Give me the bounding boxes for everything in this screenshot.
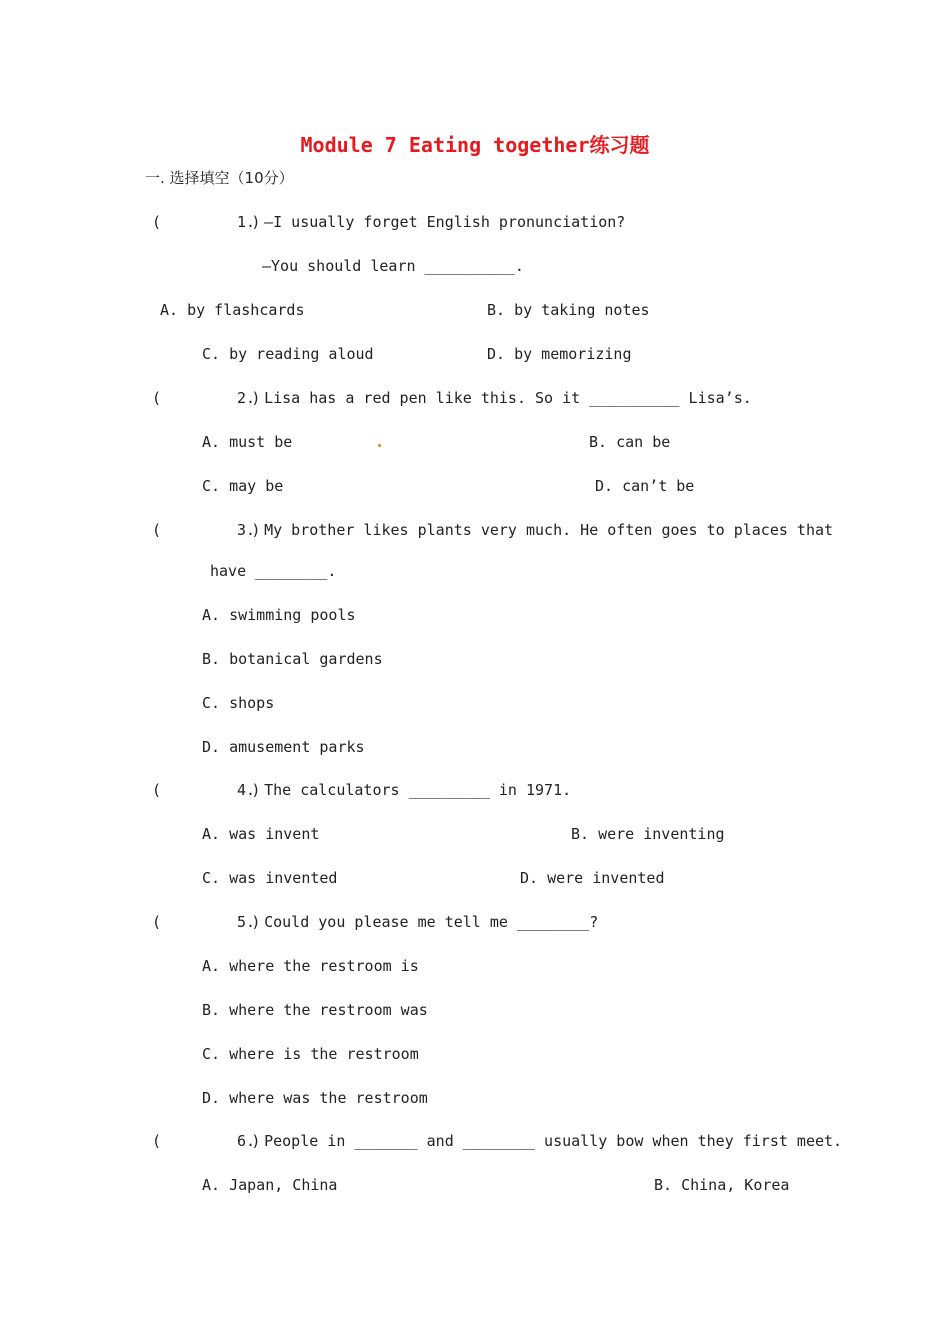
question-5-option-c: C. where is the restroom [202, 1045, 419, 1063]
question-2-option-c: C. may be [202, 477, 284, 495]
question-6-stem: 6. People in _______ and ________ usually bow when they first meet. [237, 1132, 843, 1150]
question-2-stem: 2. Lisa has a red pen like this. So it __________ Lisa’s. [237, 389, 752, 407]
section-heading: 一. 选择填空（10分） [145, 169, 294, 187]
question-3-option-b: B. botanical gardens [202, 650, 383, 668]
question-5-option-a: A. where the restroom is [202, 957, 419, 975]
question-6-option-a: A. Japan, China [202, 1176, 338, 1194]
page-title: Module 7 Eating together练习题 [300, 133, 650, 157]
question-1-option-c: C. by reading aloud [202, 345, 374, 363]
question-4-option-a: A. was invent [202, 825, 320, 843]
answer-bracket-1[interactable]: ( ) [152, 213, 261, 231]
question-3-option-a: A. swimming pools [202, 606, 356, 624]
question-1-stem-2: —You should learn __________. [262, 257, 524, 275]
question-3-option-d: D. amusement parks [202, 738, 365, 756]
answer-bracket-3[interactable]: ( ) [152, 521, 261, 539]
answer-bracket-2[interactable]: ( ) [152, 389, 261, 407]
question-1-stem: 1. —I usually forget English pronunciation? [237, 213, 626, 231]
question-5-option-d: D. where was the restroom [202, 1089, 428, 1107]
answer-bracket-5[interactable]: ( ) [152, 913, 261, 931]
answer-bracket-6[interactable]: ( ) [152, 1132, 261, 1150]
question-4-stem: 4. The calculators _________ in 1971. [237, 781, 572, 799]
question-3-option-c: C. shops [202, 694, 275, 712]
question-2-option-a: A. must be [202, 433, 293, 451]
question-6-option-b: B. China, Korea [654, 1176, 790, 1194]
question-2-option-d: D. can’t be [595, 477, 695, 495]
answer-bracket-4[interactable]: ( ) [152, 781, 261, 799]
question-2-option-b: B. can be [589, 433, 671, 451]
question-4-option-d: D. were invented [520, 869, 665, 887]
question-3-stem-2: have ________. [210, 562, 337, 580]
question-5-stem: 5. Could you please me tell me ________? [237, 913, 599, 931]
stray-mark [378, 444, 381, 447]
question-1-option-b: B. by taking notes [487, 301, 650, 319]
question-1-option-d: D. by memorizing [487, 345, 632, 363]
question-1-option-a: A. by flashcards [160, 301, 305, 319]
question-4-option-c: C. was invented [202, 869, 338, 887]
question-3-stem: 3. My brother likes plants very much. He often goes to places that [237, 521, 834, 539]
question-4-option-b: B. were inventing [571, 825, 725, 843]
question-5-option-b: B. where the restroom was [202, 1001, 428, 1019]
